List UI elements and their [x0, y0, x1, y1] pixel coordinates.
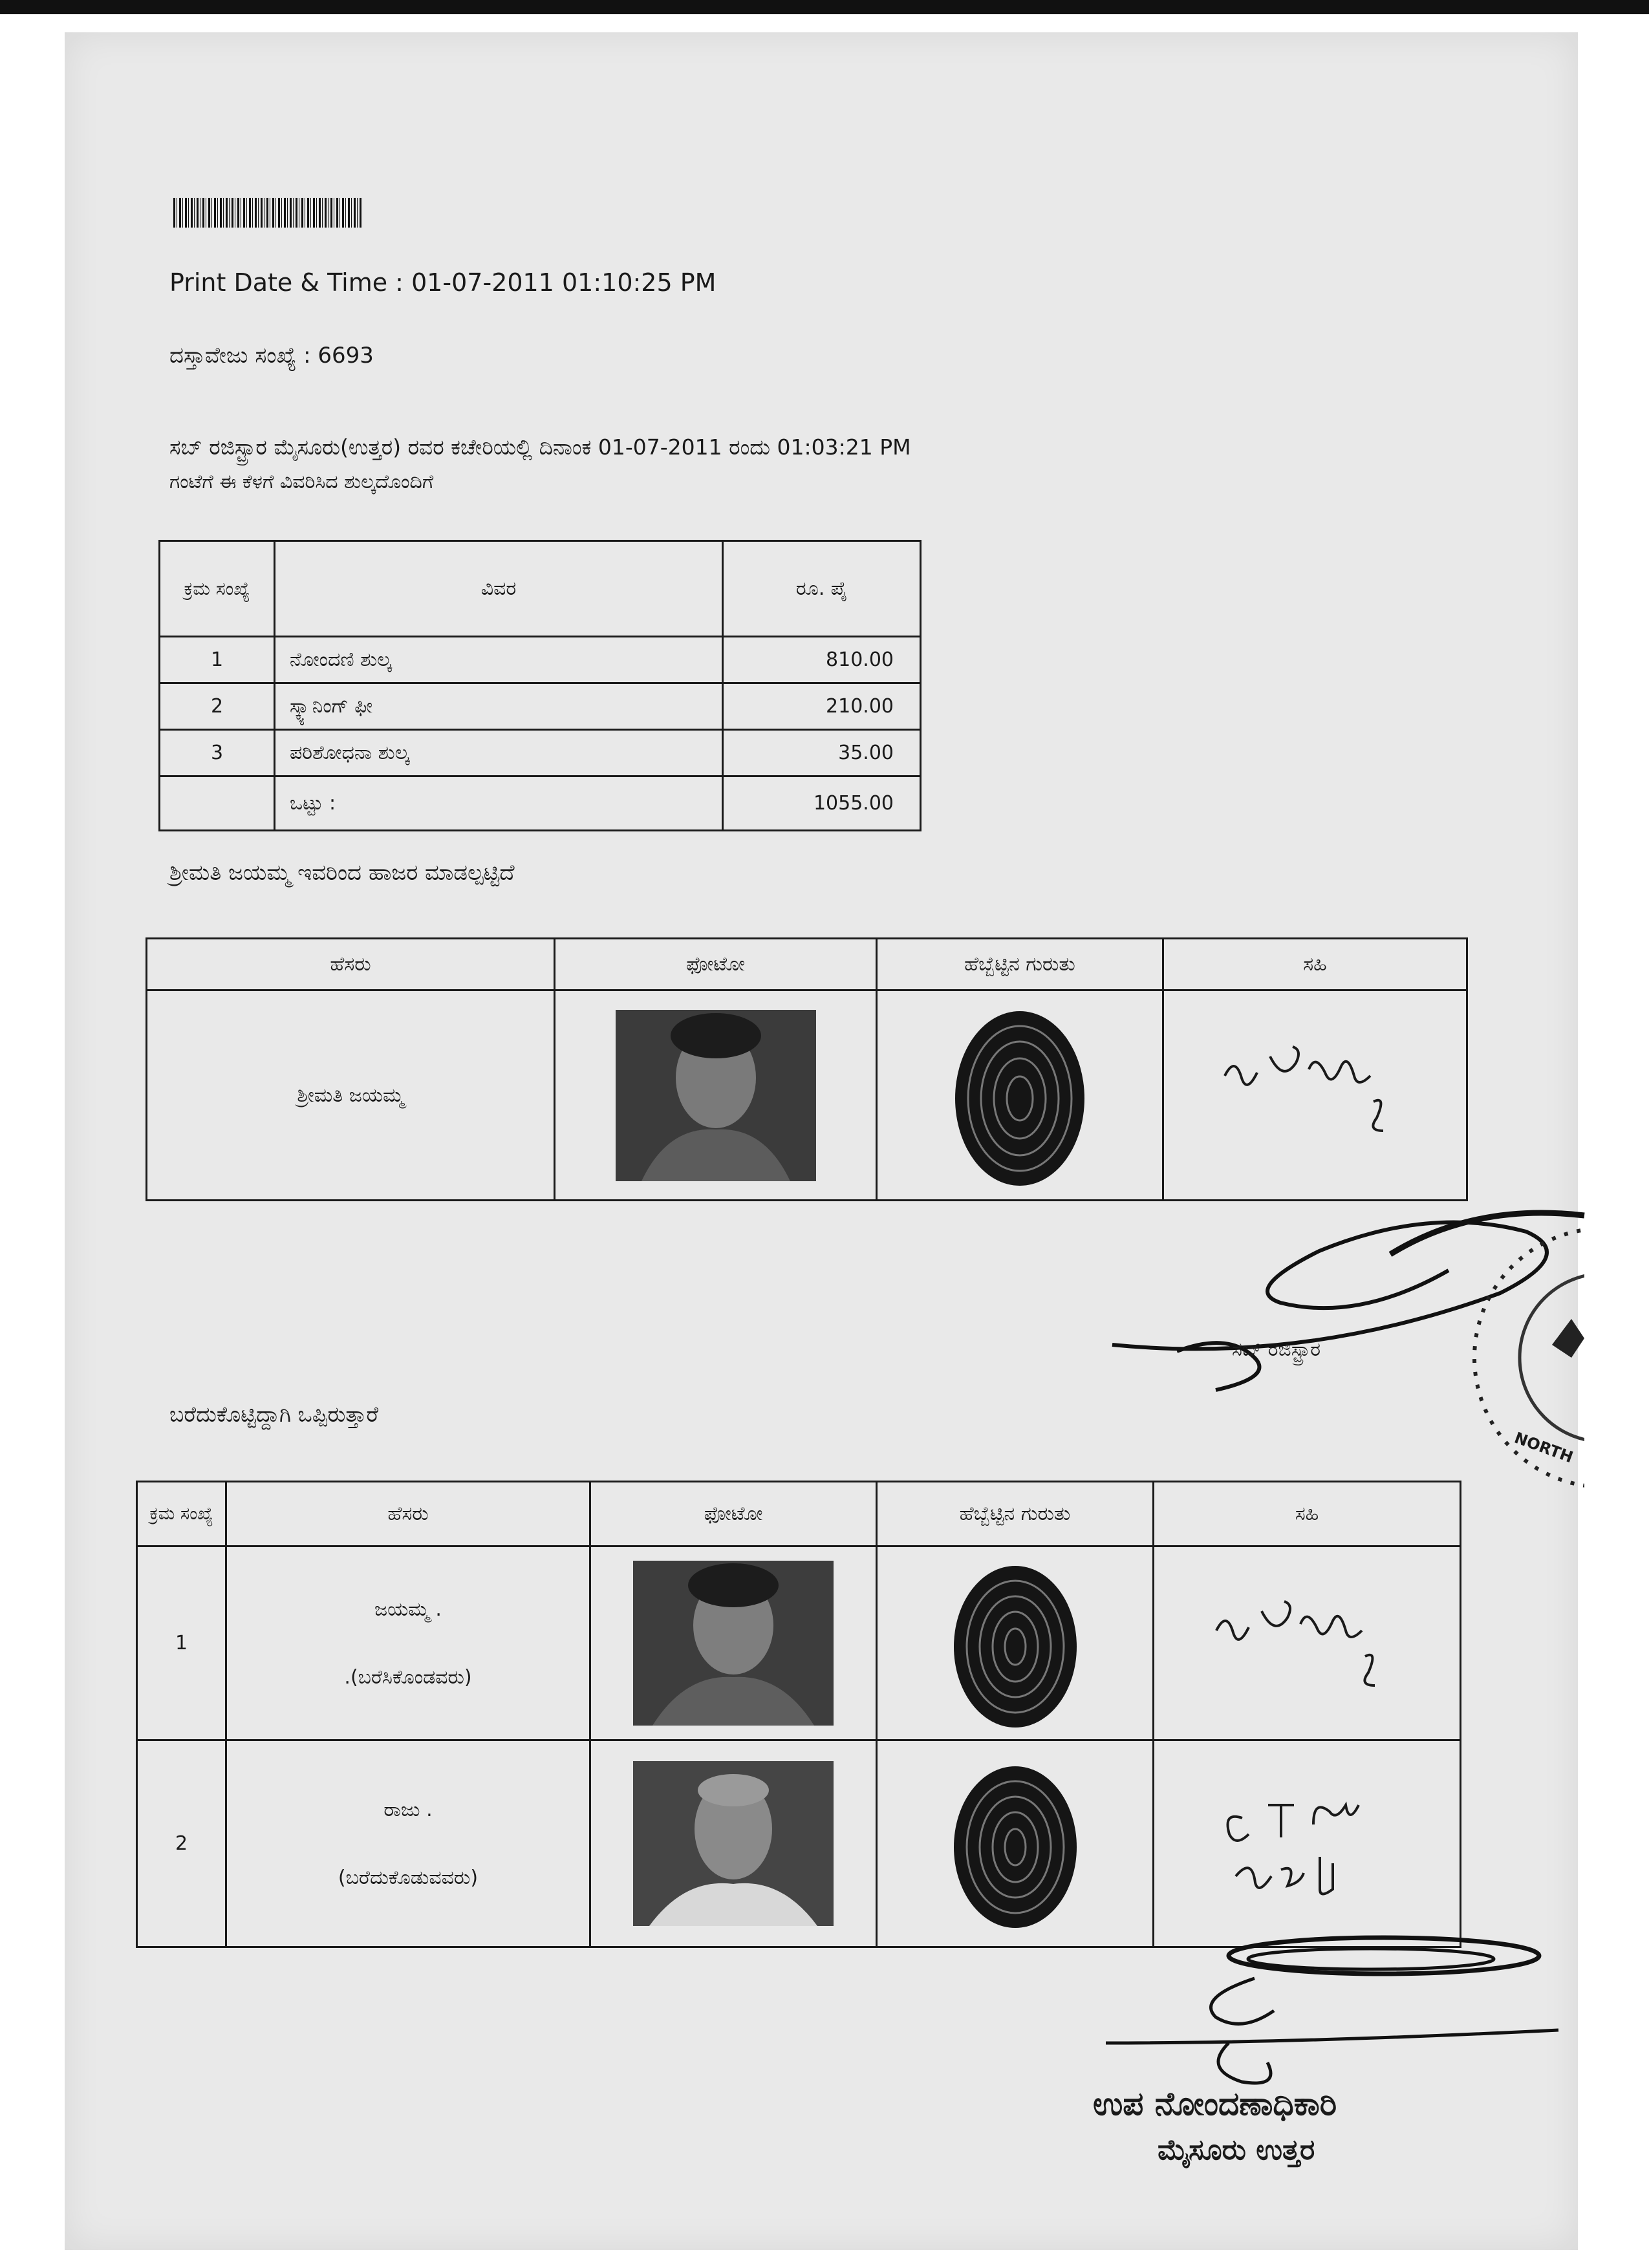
party-row	[137, 1740, 1461, 1947]
fee-row-amount: 210.00	[723, 683, 921, 730]
fee-total-amount: 1055.00	[723, 776, 921, 831]
fee-row	[160, 683, 921, 730]
fee-amount-header: ರೂ. ಪೈ	[723, 541, 921, 637]
officer-signature	[1061, 1927, 1578, 2095]
fee-row	[160, 730, 921, 776]
party-photo-image	[633, 1761, 834, 1926]
party-role: (ಬರೆದುಕೊಡುವವರು)	[338, 1866, 479, 1889]
fee-total-empty	[160, 776, 275, 831]
party-thumbprint	[877, 1546, 1154, 1740]
thumbprint-icon	[944, 1757, 1086, 1931]
seal-office-place: ಮೈಸೂರು ಉತ್ತರ	[1158, 2134, 1315, 2166]
fee-row-amount: 810.00	[723, 637, 921, 683]
parties-table	[136, 1481, 1461, 1948]
presenter-thumb-header: ಹೆಬ್ಬೆಟ್ಟಿನ ಗುರುತು	[877, 939, 1163, 990]
barcode	[173, 198, 362, 228]
presenter-table-header	[147, 939, 1467, 990]
party-signature	[1154, 1546, 1461, 1740]
presenter-photo-image	[616, 1010, 816, 1181]
seal-officer-title: ಉಪ ನೋಂದಣಾಧಿಕಾರಿ	[1093, 2085, 1337, 2123]
fee-row-description: ಸ್ಕ್ಯಾನಿಂಗ್ ಫೀ	[275, 683, 723, 730]
acknowledge-line: ಬರೆದುಕೊಟ್ಟಿದ್ದಾಗಿ ಒಪ್ಪಿರುತ್ತಾರೆ	[169, 1402, 379, 1427]
seal-round-text: NORTH	[1512, 1428, 1576, 1467]
presenter-photo	[555, 990, 877, 1201]
parties-name-header: ಹೆಸರು	[226, 1482, 590, 1546]
party-number: 2	[137, 1740, 226, 1947]
parties-thumb-header: ಹೆಬ್ಬೆಟ್ಟಿನ ಗುರುತು	[877, 1482, 1154, 1546]
fee-row-description: ಪರಿಶೋಧನಾ ಶುಲ್ಕ	[275, 730, 723, 776]
print-datetime: Print Date & Time : 01-07-2011 01:10:25 PM	[169, 268, 717, 297]
thumbprint-icon	[944, 1556, 1086, 1731]
party-row	[137, 1546, 1461, 1740]
party-role: .(ಬರೆಸಿಕೊಂಡವರು)	[344, 1665, 472, 1689]
fee-row-number: 1	[160, 637, 275, 683]
party-photo	[590, 1546, 877, 1740]
presenter-name-header: ಹೆಸರು	[147, 939, 555, 990]
presenter-name: ಶ್ರೀಮತಿ ಜಯಮ್ಮ	[147, 990, 555, 1201]
party-name: ಜಯಮ್ಮ .	[374, 1598, 442, 1621]
party-signature	[1154, 1740, 1461, 1947]
presented-by-line: ಶ್ರೀಮತಿ ಜಯಮ್ಮ ಇವರಿಂದ ಹಾಜರ ಮಾಡಲ್ಪಟ್ಟಿದೆ	[169, 860, 515, 886]
party-thumbprint	[877, 1740, 1154, 1947]
sub-registrar-label: ಸಬ್ ರಜಿಸ್ಟ್ರಾರ	[1232, 1338, 1321, 1361]
parties-sign-header: ಸಹಿ	[1154, 1482, 1461, 1546]
fee-total-label: ಒಟ್ಟು :	[275, 776, 723, 831]
fee-total-row	[160, 776, 921, 831]
document-number: ದಸ್ತಾವೇಜು ಸಂಖ್ಯೆ : 6693	[169, 343, 374, 369]
party-photo-image	[633, 1561, 834, 1726]
signature-scribble	[1191, 1579, 1423, 1708]
fee-row-description: ನೋಂದಣಿ ಶುಲ್ಕ	[275, 637, 723, 683]
parties-table-header	[137, 1482, 1461, 1546]
signature-scribble	[1191, 1766, 1423, 1921]
fee-row-number: 3	[160, 730, 275, 776]
presenter-sign-header: ಸಹಿ	[1163, 939, 1467, 990]
intro-line-1: ಸಬ್ ರಜಿಸ್ಟ್ರಾರ ಮೈಸೂರು(ಉತ್ತರ) ರವರ ಕಚೇರಿಯಲ್ಲಿ ದಿನಾಂಕ 01-07-2011 ರಂದು 01:03:21 PM	[169, 434, 911, 460]
party-name: ರಾಜು .	[383, 1798, 433, 1821]
intro-line-2: ಗಂಟೆಗೆ ಈ ಕೆಳಗೆ ವಿವರಿಸಿದ ಶುಲ್ಕದೊಂದಿಗೆ	[169, 471, 434, 493]
fee-details-header: ವಿವರ	[275, 541, 723, 637]
parties-photo-header: ಫೋಟೋ	[590, 1482, 877, 1546]
party-number: 1	[137, 1546, 226, 1740]
fee-row-amount: 35.00	[723, 730, 921, 776]
scan-top-border	[0, 0, 1649, 14]
presenter-photo-header: ಫೋಟೋ	[555, 939, 877, 990]
party-name-cell	[226, 1546, 590, 1740]
fee-table	[158, 540, 921, 831]
party-name-cell	[226, 1740, 590, 1947]
fee-serial-header: ಕ್ರಮ ಸಂಖ್ಯೆ	[160, 541, 275, 637]
thumbprint-icon	[945, 1001, 1094, 1189]
parties-serial-header: ಕ್ರಮ ಸಂಖ್ಯೆ	[137, 1482, 226, 1546]
fee-table-header	[160, 541, 921, 637]
fee-row-number: 2	[160, 683, 275, 730]
presenter-table	[146, 937, 1468, 1201]
party-photo	[590, 1740, 877, 1947]
signature-scribble	[1199, 1031, 1432, 1160]
fee-row	[160, 637, 921, 683]
